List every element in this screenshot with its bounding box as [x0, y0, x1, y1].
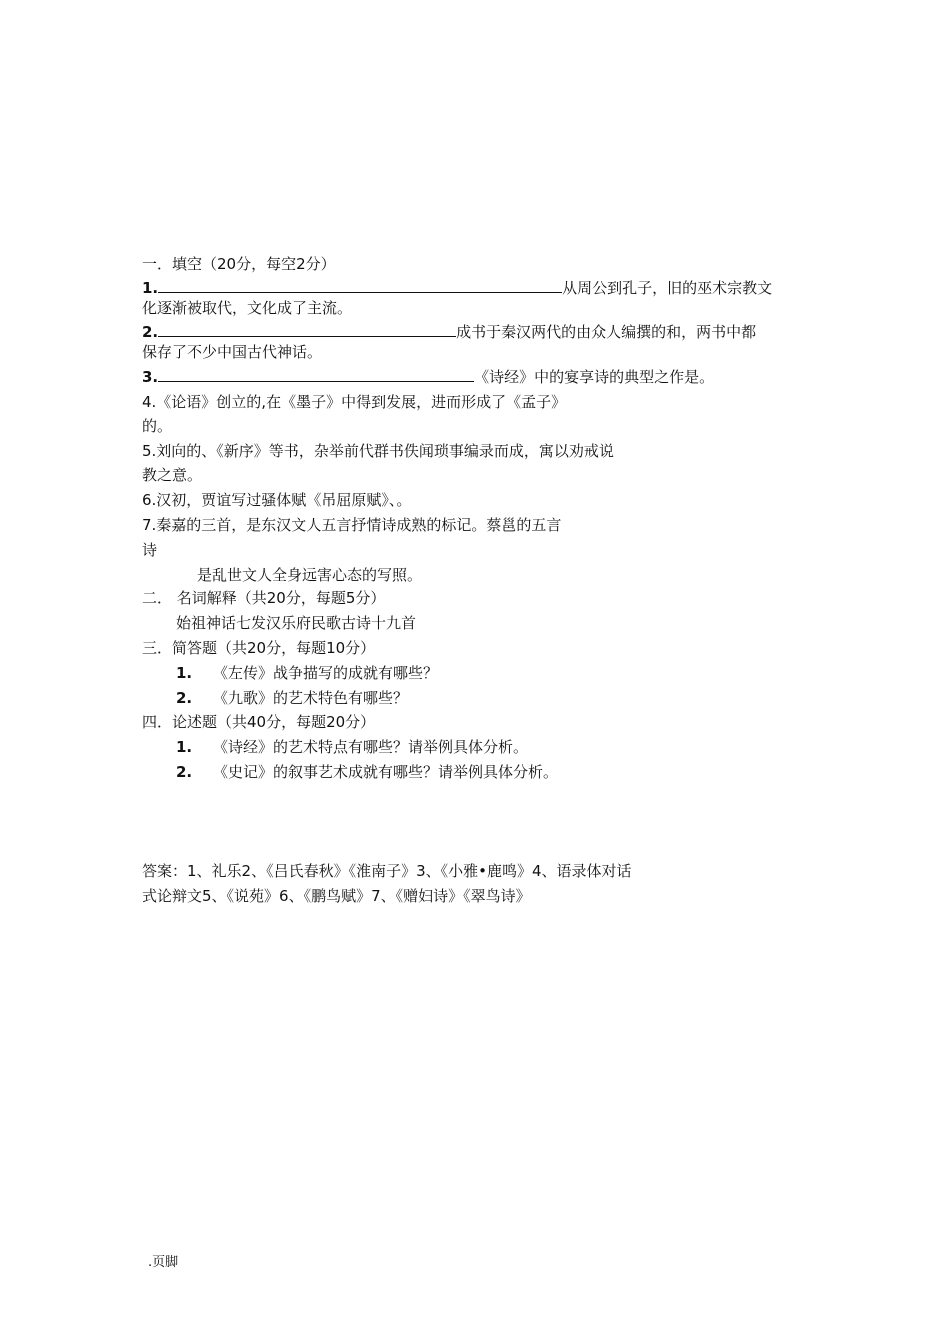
- section1-heading: 一．填空（20分，每空2分）: [142, 255, 336, 273]
- answers-line-2: 式论辩文5、《说苑》6、《鹏鸟赋》7、《赠妇诗》《翠鸟诗》: [142, 887, 531, 905]
- list-item: [176, 662, 438, 684]
- answer-blank: [158, 366, 474, 382]
- question-1-continuation: 化逐渐被取代，文化成了主流。: [142, 299, 353, 317]
- section2-heading: 二． 名词解释（共20分，每题5分）: [142, 589, 386, 607]
- question-4: 4.《论语》创立的,在《墨子》中得到发展，进而形成了《孟子》: [142, 393, 567, 411]
- question-text: 成书于秦汉两代的由众人编撰的和，两书中都: [456, 323, 757, 341]
- list-item: [176, 761, 558, 783]
- term-list: 始祖神话七发汉乐府民歌古诗十九首: [176, 614, 417, 632]
- item-number: 1.: [176, 664, 193, 682]
- answer-blank: [158, 321, 456, 337]
- item-number: 2.: [176, 689, 193, 707]
- question-number: 2.: [142, 323, 159, 341]
- question-2-continuation: 保存了不少中国古代神话。: [142, 343, 323, 361]
- question-1: [142, 277, 772, 299]
- answers-line-1: 答案：1、礼乐2、《吕氏春秋》《淮南子》3、《小雅•鹿鸣》4、语录体对话: [142, 862, 632, 880]
- question-2: [142, 321, 756, 343]
- answer-blank: [158, 277, 562, 293]
- list-item: [176, 687, 408, 709]
- item-number: 1.: [176, 738, 193, 756]
- question-number: 3.: [142, 368, 159, 386]
- section4-heading: 四．论述题（共40分，每题20分）: [142, 713, 376, 731]
- section3-heading: 三．简答题（共20分，每题10分）: [142, 639, 376, 657]
- question-text: 从周公到孔子，旧的巫术宗教文: [562, 279, 773, 297]
- question-7-continuation-2: 是乱世文人全身远害心态的写照。: [197, 566, 423, 584]
- page-footer: .页脚: [148, 1255, 179, 1270]
- item-number: 2.: [176, 763, 193, 781]
- item-text: 《诗经》的艺术特点有哪些？请举例具体分析。: [213, 738, 529, 756]
- question-7-continuation: 诗: [142, 541, 158, 559]
- item-text: 《左传》战争描写的成就有哪些？: [213, 664, 439, 682]
- question-5-continuation: 教之意。: [142, 466, 203, 484]
- question-4-continuation: 的。: [142, 417, 173, 435]
- list-item: [176, 736, 528, 758]
- question-text: 《诗经》中的宴享诗的典型之作是。: [474, 368, 715, 386]
- question-6: 6.汉初，贾谊写过骚体赋《吊屈原赋》、。: [142, 491, 412, 509]
- item-text: 《史记》的叙事艺术成就有哪些？请举例具体分析。: [213, 763, 559, 781]
- question-5: 5.刘向的、《新序》等书，杂举前代群书佚闻琐事编录而成，寓以劝戒说: [142, 442, 614, 460]
- question-7: 7.秦嘉的三首，是东汉文人五言抒情诗成熟的标记。蔡邕的五言: [142, 516, 562, 534]
- question-number: 1.: [142, 279, 159, 297]
- question-3: [142, 366, 714, 388]
- item-text: 《九歌》的艺术特色有哪些？: [213, 689, 409, 707]
